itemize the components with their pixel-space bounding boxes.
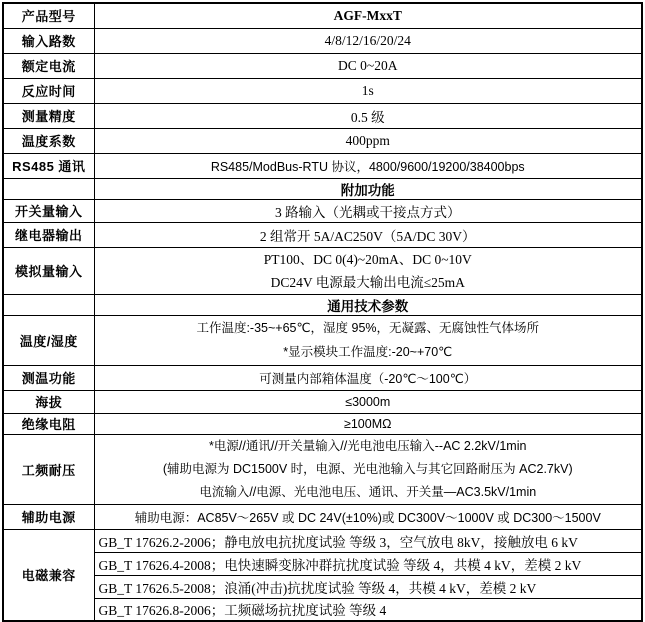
row-value: 3 路输入（光耦或干接点方式） xyxy=(94,199,642,222)
row-value: 2 组常开 5A/AC250V（5A/DC 30V） xyxy=(94,222,642,247)
row-label: 测温功能 xyxy=(3,365,94,390)
value-line: 工作温度:-35~+65℃，湿度 95%，无凝露、无腐蚀性气体场所 xyxy=(196,321,540,335)
table-row-analog-input xyxy=(3,247,642,294)
row-value: 可测量内部箱体温度（-20℃～100℃） xyxy=(94,365,642,390)
row-value: DC 0~20A xyxy=(94,53,642,78)
table-row-temp-measure xyxy=(3,365,642,390)
section-header: 附加功能 xyxy=(94,178,642,199)
value-line: PT100、DC 0(4)~20mA、DC 0~10V xyxy=(263,251,472,267)
row-value: 0.5 级 xyxy=(94,103,642,128)
value-line: DC24V 电源最大输出电流≤25mA xyxy=(270,274,465,290)
row-label: 测量精度 xyxy=(3,103,94,128)
table-row-emc-4 xyxy=(3,598,642,621)
row-value: GB_T 17626.2-2006；静电放电抗扰度试验 等级 3，空气放电 8kV，接触放电 6 kV xyxy=(94,529,642,552)
table-row-altitude xyxy=(3,390,642,413)
section-row-additional-functions xyxy=(3,178,642,199)
section-empty-cell xyxy=(3,294,94,315)
row-label: 开关量输入 xyxy=(3,199,94,222)
value-line: 电流输入//电源、光电池电压、通讯、开关量—AC3.5kV/1min xyxy=(199,484,537,499)
row-label: 反应时间 xyxy=(3,78,94,103)
row-label: 产品型号 xyxy=(3,3,94,28)
row-value: GB_T 17626.8-2006；工频磁场抗扰度试验 等级 4 xyxy=(94,598,642,621)
row-label: 工频耐压 xyxy=(3,434,94,504)
row-label: 温度系数 xyxy=(3,128,94,153)
table-row-product-model xyxy=(3,3,642,28)
row-value: GB_T 17626.4-2008；电快速瞬变脉冲群抗扰度试验 等级 4，共模 4 kV，差模 2 kV xyxy=(94,552,642,575)
row-value xyxy=(94,434,642,504)
table-row-relay-output xyxy=(3,222,642,247)
table-row-temp-humidity xyxy=(3,315,642,365)
row-label: 额定电流 xyxy=(3,53,94,78)
row-value: ≥100MΩ xyxy=(94,413,642,434)
row-value: 1s xyxy=(94,78,642,103)
row-value: ≤3000m xyxy=(94,390,642,413)
row-label: 绝缘电阻 xyxy=(3,413,94,434)
section-header: 通用技术参数 xyxy=(94,294,642,315)
table-row-switch-input xyxy=(3,199,642,222)
row-value xyxy=(94,247,642,294)
row-label: 模拟量输入 xyxy=(3,247,94,294)
row-label: 海拔 xyxy=(3,390,94,413)
row-value: 辅助电源：AC85V～265V 或 DC 24V(±10%)或 DC300V～1000V 或 DC300～1500V xyxy=(94,504,642,529)
table-row-auxiliary-power xyxy=(3,504,642,529)
table-row-emc-1 xyxy=(3,529,642,552)
table-row-insulation-resistance xyxy=(3,413,642,434)
section-empty-cell xyxy=(3,178,94,199)
table-row-emc-2 xyxy=(3,552,642,575)
table-row-rated-current xyxy=(3,53,642,78)
row-value: AGF-MxxT xyxy=(94,3,642,28)
row-value: 400ppm xyxy=(94,128,642,153)
table-row-power-frequency-withstand xyxy=(3,434,642,504)
table-row-emc-3 xyxy=(3,575,642,598)
row-label: 输入路数 xyxy=(3,28,94,53)
row-value: GB_T 17626.5-2008；浪涌(冲击)抗扰度试验 等级 4，共模 4 kV，差模 2 kV xyxy=(94,575,642,598)
row-label: 温度/湿度 xyxy=(3,315,94,365)
table-row-accuracy xyxy=(3,103,642,128)
row-value: RS485/ModBus-RTU 协议，4800/9600/19200/38400bps xyxy=(94,153,642,178)
row-label: 电磁兼容 xyxy=(3,529,94,621)
row-label: 辅助电源 xyxy=(3,504,94,529)
table-row-rs485 xyxy=(3,153,642,178)
table-row-response-time xyxy=(3,78,642,103)
spec-table xyxy=(2,2,643,622)
value-line: (辅助电源为 DC1500V 时，电源、光电池输入与其它回路耐压为 AC2.7kV) xyxy=(162,461,573,476)
value-line: *显示模块工作温度:-20~+70℃ xyxy=(283,345,453,359)
table-row-temp-coefficient xyxy=(3,128,642,153)
row-label: RS485 通讯 xyxy=(3,153,94,178)
row-value xyxy=(94,315,642,365)
row-value: 4/8/12/16/20/24 xyxy=(94,28,642,53)
table-row-input-channels xyxy=(3,28,642,53)
value-line: *电源//通讯//开关量输入//光电池电压输入--AC 2.2kV/1min xyxy=(209,438,527,453)
row-label: 继电器输出 xyxy=(3,222,94,247)
section-row-general-parameters xyxy=(3,294,642,315)
